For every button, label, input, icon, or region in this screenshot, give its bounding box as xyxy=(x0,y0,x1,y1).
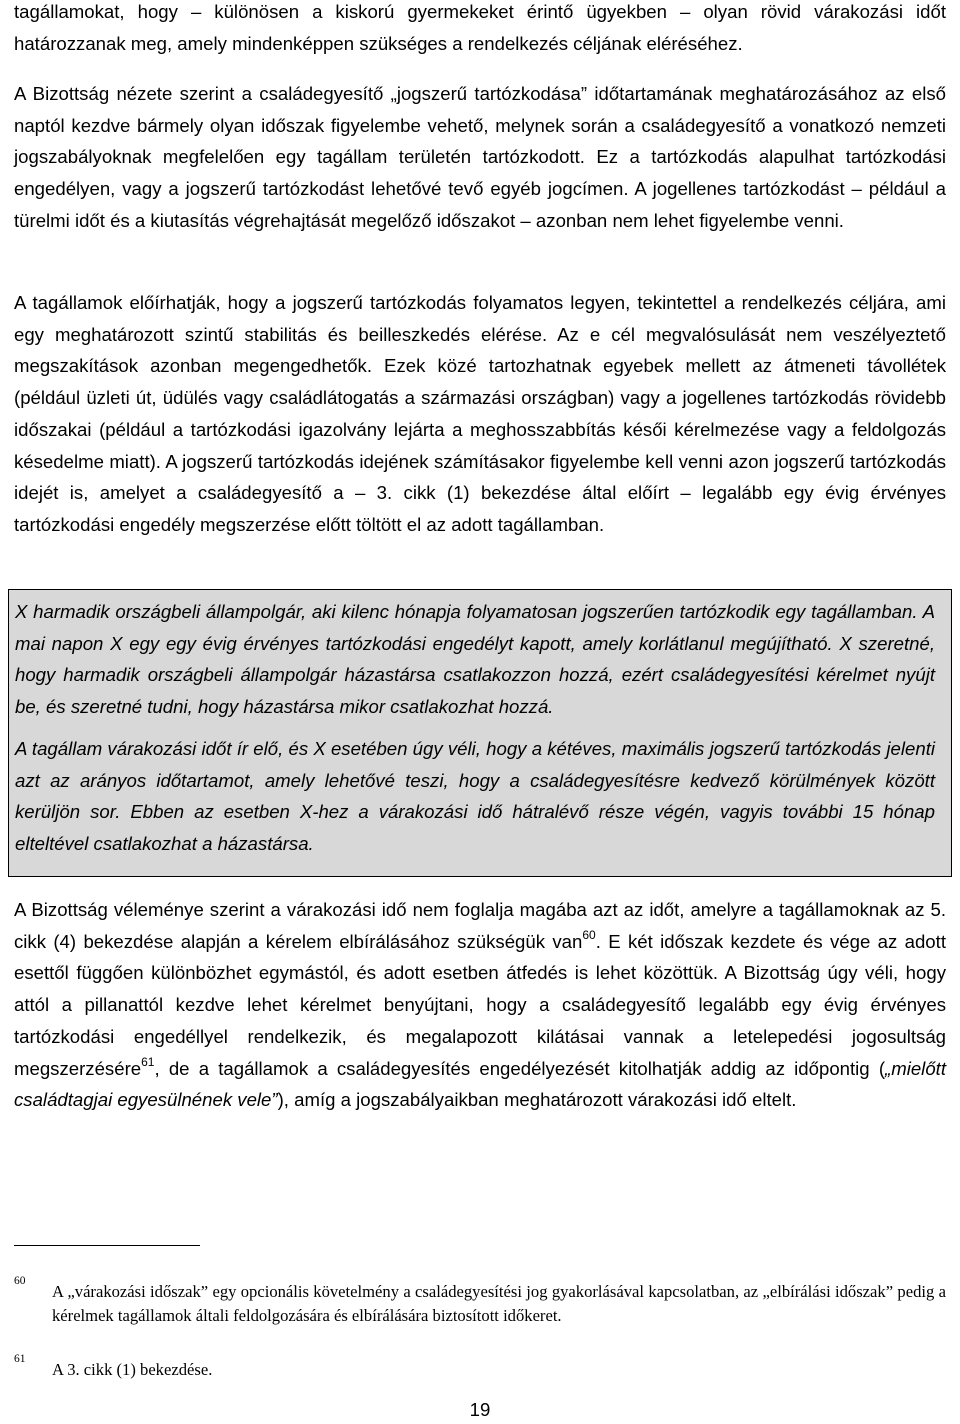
footnote-number: 60 xyxy=(14,1275,26,1287)
paragraph-4-text-3: , de a tagállamok a családegyesítés engedélyezését kitolhatják addig az időpontig ( xyxy=(154,1057,886,1079)
footnote-text: A „várakozási időszak” egy opcionális követelmény a családegyesítési jog gyakorlásával kapcsolatban, az „elbírálási időszak” pedig a kérelmek tagállamok általi feldolgozására és elbírálására biztosított időkeret. xyxy=(52,1282,946,1325)
paragraph-1: tagállamokat, hogy – különösen a kiskorú gyermekeket érintő ügyekben – olyan rövid várakozási időt határozzanak meg, amely mindenképpen szükséges a rendelkezés céljának eléréséhez. xyxy=(14,1,946,54)
page-number: 19 xyxy=(469,1399,491,1420)
footnote-ref-61[interactable]: 61 xyxy=(141,1054,155,1069)
example-box xyxy=(8,589,952,877)
footnote-number: 61 xyxy=(14,1353,26,1365)
footnote-ref-60[interactable]: 60 xyxy=(582,927,596,942)
paragraph-4 xyxy=(14,894,946,1116)
paragraph-4-text-1: A Bizottság véleménye szerint a várakozási idő nem foglalja magába azt az időt, amelyre a tagállamoknak az 5. cikk (4) bekezdése alapján a kérelem elbírálásához szükségük van xyxy=(14,899,946,952)
paragraph-4-quote: „mielőtt családtagjai egyesülnének vele” xyxy=(14,1057,946,1111)
paragraph-3: A tagállamok előírhatják, hogy a jogszerű tartózkodás folyamatos legyen, tekintettel a rendelkezés céljára, ami egy meghatározott szintű stabilitás és beilleszkedés elérése. Az e cél megvalósulását nem veszélyeztető megszakítások azonban megengedhetők. Ezek közé tartozhatnak egyebek mellett az átmeneti távollétek (például üzleti út, üdülés vagy családlátogatás a származási országban) vagy a jogellenes tartózkodás rövidebb időszakai (például a tartózkodási igazolvány lejárta a meghosszabbítás késői kérelmezése vagy a feldolgozás késedelme miatt). A jogszerű tartózkodás idejének számításakor figyelembe kell venni azon jogszerű tartózkodás idejét is, amelyet a családegyesítő a – 3. cikk (1) bekezdése által előírt – legalább egy évig érvényes tartózkodási engedély megszerzése előtt töltött el az adott tagállamban. xyxy=(14,292,946,535)
example-paragraph-2: A tagállam várakozási időt ír elő, és X esetében úgy véli, hogy a kétéves, maximális jogszerű tartózkodás jelenti azt az arányos időtartamot, amely lehetővé teszi, hogy a családegyesítésre kedvező körülmények között kerüljön sor. Ebben az esetben X-hez a várakozási idő hátralévő része végén, vagyis további 15 hónap elteltével csatlakozhat a házastársa. xyxy=(15,738,935,855)
paragraph-4-text-4: ), amíg a jogszabályaikban meghatározott várakozási idő eltelt. xyxy=(277,1089,797,1111)
footnote-separator xyxy=(14,1245,200,1246)
paragraph-2: A Bizottság nézete szerint a családegyesítő „jogszerű tartózkodása” időtartamának meghatározásához az első naptól kezdve bármely olyan időszak figyelembe vehető, melynek során a családegyesítő a vonatkozó nemzeti jogszabályoknak megfelelően egy tagállam területén tartózkodott. Ez a tartózkodás alapulhat tartózkodási engedélyen, vagy a jogszerű tartózkodást lehetővé tevő egyéb jogcímen. A jogellenes tartózkodást – például a türelmi időt és a kiutasítás végrehajtását megelőző időszakot – azonban nem lehet figyelembe venni. xyxy=(14,83,946,231)
example-paragraph-1: X harmadik országbeli állampolgár, aki kilenc hónapja folyamatosan jogszerűen tartózkodik egy tagállamban. A mai napon X egy egy évig érvényes tartózkodási engedélyt kapott, amely korlátlanul megújítható. X szeretné, hogy harmadik országbeli állampolgár házastársa csatlakozzon hozzá, ezért családegyesítési kérelmet nyújt be, és szeretné tudni, hogy házastársa mikor csatlakozhat hozzá. xyxy=(15,601,935,718)
paragraph-4-text-2: . E két időszak kezdete és vége az adott esettől függően különbözhet egymástól, és adott esetben átfedés is lehet közöttük. A Bizottság úgy véli, hogy attól a pillanattól kezdve lehet kérelmet benyújtani, hogy a családegyesítő legalább egy évig érvényes tartózkodási engedéllyel rendelkezik, és megalapozott kilátásai vannak a letelepedési jogosultság megszerzésére xyxy=(14,930,946,1079)
footnote-text: A 3. cikk (1) bekezdése. xyxy=(52,1360,213,1379)
